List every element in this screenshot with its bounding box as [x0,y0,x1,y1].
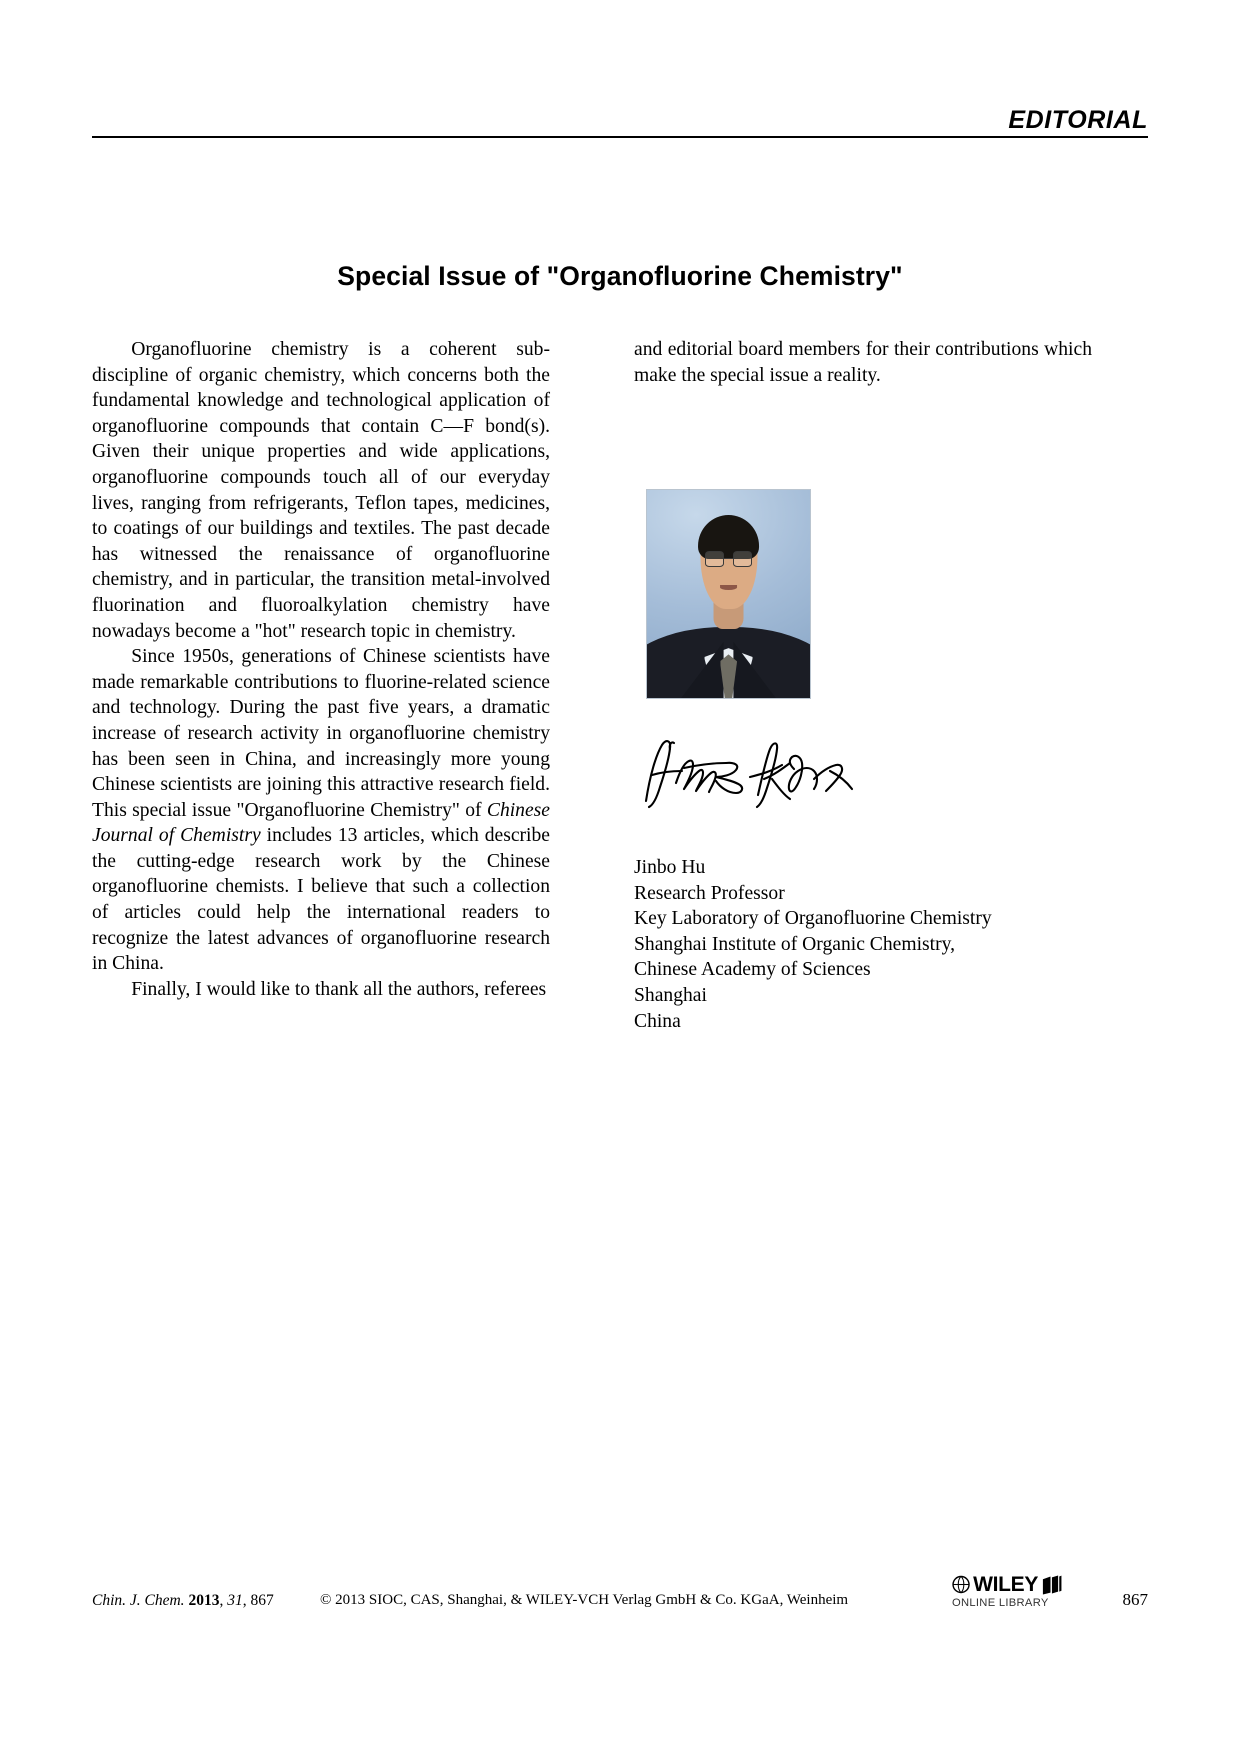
body-column-left [92,337,550,1002]
wiley-logo-top [952,1572,1062,1597]
paragraph-intro-text-b: F bond(s). Given their unique properties and wide applications, organofluorine compounds touch all of our everyday lives, ranging from refrigerants, Teflon tapes, medicines, to coatings of our buildings and textiles. The past decade has witnessed the renaissance of organofluorine chemistry, and in particular, the transition metal-involved fluorination and fluoroalkylation chemistry have nowadays become a "hot" research topic in chemistry. [92,415,551,642]
portrait-eyeglass-left [705,551,724,567]
wiley-pages-icon [1041,1574,1062,1596]
paragraph-intro [92,337,550,644]
page-footer [92,1573,1148,1624]
paragraph-acknowledgement-end: and editorial board members for their contributions which make the special issue a reality. [634,339,1092,386]
wiley-online-library-label: ONLINE LIBRARY [952,1597,1049,1609]
wiley-globe-icon [952,1575,970,1594]
paragraph-intro-text-a: Organofluorine chemistry is a coherent sub-discipline of organic chemistry, which concerns both the fundamental knowledge and technological application of organofluorine compounds that contain C [92,339,550,437]
body-column-right [634,337,1092,388]
author-city: Shanghai [634,984,707,1006]
author-institute: Shanghai Institute of Organic Chemistry, [634,933,956,955]
footer-volume: 31 [227,1592,243,1609]
author-signature [640,735,860,810]
page-number: 867 [1122,1590,1148,1609]
journal-name-italic: Chinese Journal of Chemistry [92,799,550,847]
paragraph-acknowledgement-start: Finally, I would like to thank all the authors, referees [131,978,547,1000]
author-portrait-photo [646,489,811,699]
paragraph-history [92,644,550,977]
paragraph-history-text-a: Since 1950s, generations of Chinese scientists have made remarkable contributions to fluorine-related science and technology. During the past five years, a dramatic increase of research activity in organofluorine chemistry has been seen in China, and increasingly more young Chinese scientists are joining this attractive research field. This special issue "Organofluorine Chemistry" of [92,646,550,821]
portrait-eyeglass-right [733,551,752,567]
portrait-eyeglass-bridge [724,558,734,559]
c-f-bond-dash: — [443,415,464,437]
footer-citation [92,1592,274,1610]
author-title: Research Professor [634,882,785,904]
signature-icon [640,735,860,810]
wiley-wordmark: WILEY [973,1573,1039,1596]
author-country: China [634,1010,681,1032]
author-name: Jinbo Hu [634,857,706,878]
footer-page-ref: 867 [250,1592,274,1609]
author-lab: Key Laboratory of Organofluorine Chemistry [634,908,992,930]
footer-citation-sep2: , [219,1592,228,1609]
wiley-online-library-logo[interactable] [952,1572,1062,1616]
paragraph-history-text-b: includes 13 articles, which describe the cutting-edge research work by the Chinese organofluorine chemists. I believe that such a collection of articles could help the international readers to recognize the latest advances of organofluorine research in China. [92,825,550,975]
running-head [92,100,1148,138]
page-title: Special Issue of "Organofluorine Chemistry" [337,260,903,291]
running-head-label: EDITORIAL [1008,106,1148,134]
footer-year: 2013 [188,1592,220,1609]
author-signoff-block [634,855,1104,1034]
footer-copyright: © 2013 SIOC, CAS, Shanghai, & WILEY-VCH Verlag GmbH & Co. KGaA, Weinheim [320,1592,849,1608]
footer-citation-sep3: , [242,1592,251,1609]
footer-journal-name: Chin. J. Chem. [92,1592,185,1609]
author-academy: Chinese Academy of Sciences [634,959,871,981]
